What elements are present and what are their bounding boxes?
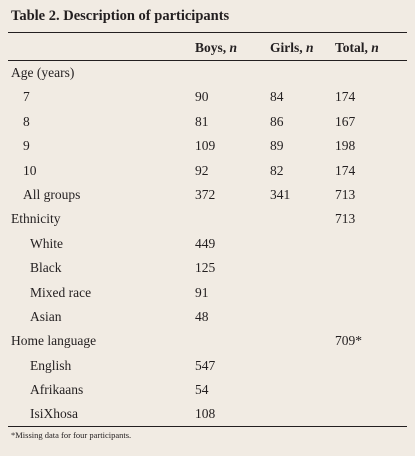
row-label: Asian (30, 308, 62, 324)
header-total (335, 40, 379, 56)
table-row (0, 134, 415, 158)
cell-girls: 84 (270, 89, 284, 105)
cell-boys: 90 (195, 89, 209, 105)
cell-total: 174 (335, 162, 356, 178)
cell-boys: 54 (195, 382, 209, 398)
table-row (0, 378, 415, 402)
row-label: Black (30, 260, 62, 276)
cell-total: 167 (335, 113, 356, 129)
top-rule (8, 32, 407, 33)
table-row (0, 61, 415, 85)
cell-girls: 341 (270, 186, 291, 202)
header-boys (195, 40, 237, 56)
bottom-rule (8, 426, 407, 427)
table-row (0, 207, 415, 231)
section-heading: Home language (11, 333, 97, 349)
table-row (0, 85, 415, 109)
cell-girls: 89 (270, 138, 284, 154)
header-total-n: n (371, 40, 379, 55)
table-row (0, 329, 415, 353)
cell-total: 174 (335, 89, 356, 105)
table-row (0, 281, 415, 305)
cell-boys: 91 (195, 284, 209, 300)
cell-total: 713 (335, 211, 356, 227)
cell-boys: 372 (195, 186, 216, 202)
cell-boys: 547 (195, 357, 216, 373)
cell-boys: 92 (195, 162, 209, 178)
row-label: 8 (23, 113, 30, 129)
cell-boys: 48 (195, 308, 209, 324)
row-label: Mixed race (30, 284, 92, 300)
cell-boys: 109 (195, 138, 216, 154)
cell-boys: 81 (195, 113, 209, 129)
row-label: English (30, 357, 72, 373)
table-row (0, 183, 415, 207)
table-caption: Table 2. Description of participants (11, 8, 230, 24)
row-label: All groups (23, 186, 81, 202)
cell-girls: 86 (270, 113, 284, 129)
table-body (0, 61, 415, 427)
row-label: Afrikaans (30, 382, 84, 398)
header-boys-n: n (229, 40, 238, 55)
cell-boys: 449 (195, 235, 216, 251)
table-row (0, 354, 415, 378)
cell-boys: 125 (195, 260, 216, 276)
table-row (0, 159, 415, 183)
cell-total: 713 (335, 186, 356, 202)
cell-girls: 82 (270, 162, 284, 178)
table-footnote: *Missing data for four participants. (11, 430, 132, 440)
row-label: White (30, 235, 63, 251)
header-girls (270, 40, 314, 56)
row-label: 10 (23, 162, 37, 178)
table-row (0, 305, 415, 329)
section-heading: Ethnicity (11, 211, 61, 227)
section-heading: Age (years) (11, 65, 75, 80)
table-row (0, 232, 415, 256)
cell-total: 198 (335, 138, 356, 154)
header-boys-label: Boys, (195, 40, 227, 55)
cell-boys: 108 (195, 406, 216, 422)
table-row (0, 402, 415, 426)
row-label: 9 (23, 138, 30, 154)
table-row (0, 110, 415, 134)
row-label: 7 (23, 89, 30, 105)
header-girls-label: Girls, (270, 40, 303, 55)
header-total-label: Total, (335, 40, 368, 55)
row-label: IsiXhosa (30, 406, 78, 422)
table-row (0, 256, 415, 280)
header-girls-n: n (306, 40, 314, 55)
cell-total: 709* (335, 333, 362, 349)
